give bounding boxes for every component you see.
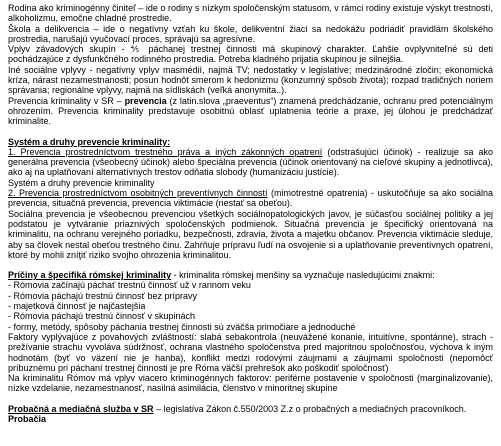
prevention-definition: (z latin.slova „praeventus“) znamená predchádzanie, ochranu pred potenciálnym ohrozením. Prevencia kriminality predstavuje osobitnú oblasť uplatnenia teórie a praxe, jej úlohou je predchádzať kriminalite. (8, 95, 493, 127)
paragraph-criminogenic-factors: Na kriminalitu Rómov má vplyv viacero kriminogénnych faktorov: periférne postavenie v spoločnosti (marginalizovanie), nízke vzdelanie, nezamestnanosť, nasilná asimilácia, členstvo v minoritnej skupine (8, 373, 493, 394)
paragraph-family: Rodina ako kriminogénny činiteľ – ide o rodiny s nízkym spoločenským statusom, v rámci rodiny existuje výskyt trestností, alkoholizmu, emočne chladné prostredie. (8, 3, 493, 24)
heading-roma-criminality-line (8, 270, 493, 280)
paragraph-character-factors: Faktory vyplývajúce z povahových zvláštností: slabá sebakontrola (neuvážené konanie, intuitívne, spontánne), strach - prežívanie strachu vyvoláva súdržnosť, ochrana vlastného spoločenstva pred majoritnou spoločnosťou, výchova k iným hodnotám (byť vo väzení nie je hanba), konflikt medzi rodovými záujmami a záujmami spoločnosti (nepomôcť príbuznému pri páchaní trestnej činnosti je pre Róma väčší prehrešok ako poškodiť spoločnosť) (8, 331, 493, 373)
list-item: - Rómovia páchajú trestnú činnosť v skupinách (8, 311, 195, 322)
special-prevention-title: 2. Prevencia prostredníctvom osobitných preventívnych činností (8, 188, 268, 199)
heading-probation-suffix: – legislatíva Zákon č.550/2003 Z.z o probačných a mediačných pracovníkoch. (153, 403, 467, 414)
heading-probation-line (8, 404, 493, 414)
criminal-law-prevention-text: (odstrašujúci účinok) - realizuje sa ako generálna prevencia (všeobecný účinok) alebo špeciálna prevencia (účinok orientovaný na cieľové skupiny a jednotlivca), ako aj na uplatňovaní alternatívnych trestov odňatia slobody (humanizáciu justície). (8, 146, 493, 178)
heading-probation: Probačná a mediačná služba v SR (8, 403, 154, 414)
spacer (8, 394, 493, 404)
paragraph-system-line: Systém a druhy prevencie kriminality (8, 177, 155, 188)
list-item: - Rómovia páchajú trestnú činnosť bez prípravy (8, 290, 197, 301)
paragraph-groups: Vplyv závadových skupín - ⅘ páchanej trestnej činnosti má skupinový charakter. Ľahšie ovplyvniteľné sú deti pochádzajúce z dysfunkčného rodinného prostredia. Potreba kladného prijatia skupinou je silnejšia. (8, 44, 493, 65)
list-item: - formy, metódy, spôsoby páchania trestnej činnosti sú zväčša primočiare a jednoduché (8, 321, 356, 332)
heading-prevention-system: Systém a druhy prevencie kriminality: (8, 136, 171, 147)
list-item: - majetková činnosť je najčastejšia (8, 301, 146, 312)
prevention-sr-label: Prevencia kriminality v SR – (8, 95, 125, 106)
paragraph-social-prevention: Sociálna prevencia je všeobecnou prevenciou všetkých sociálnopatologických javov, je súčasťou sociálnej politiky a jej podstatou je vytváranie priaznivých spoločenských podmienok. Situačná prevencia je špecifický orientovaná na kriminalitu, na ochranu verejného poriadku, bezpečnosti, zdravia, života a majetku občanov. Prevencia viktimácie sleduje, aby sa človek nestal obeťou trestného činu. Zahŕňuje prípravu ľudí na osvojenie si a uplatňovanie preventívnych opatrení, ktoré by mohli zníţiť riziko svojho ohrozenia kriminalitou. (8, 208, 493, 260)
spacer (8, 127, 493, 137)
list-item: - Rómovia začínajú páchať trestnú činnosť už v rannom veku (8, 280, 251, 291)
criminal-law-prevention-title: 1. Prevencia prostredníctvom trestného práva a iných zákonných opatrení (8, 146, 323, 157)
special-prevention-text: (mimotrestné opatrenia) - uskutočňuje sa ako sociálna prevencia, situačná prevencia, prevencia viktimácie (nestať sa obeťou). (8, 188, 493, 209)
paragraph-social-influences: Iné sociálne vplyvy - negatívny vplyv masmédií, najmä TV; nedostatky v legislatíve; medzinárodné zločin; ekonomická kríza, nárast nezamestnanosti; posun hodnôt smerom k hedonizmu (konzumný spôsob života); rozpad tradičných noriem správania; regionálne vplyvy, najmä na sídliskách (veľká anonymita..). (8, 64, 493, 96)
prevention-term: prevencia (124, 95, 167, 106)
paragraph-criminal-law-prevention (8, 147, 493, 178)
heading-roma-criminality: Príčiny a špecifiká rómskej kriminality (8, 270, 172, 281)
paragraph-special-prevention (8, 188, 493, 209)
heading-roma-criminality-suffix: - kriminalita rómskej menšiny sa vyznačuje nasledujúcimi znakmi: (171, 270, 435, 281)
paragraph-prevention-sr (8, 96, 493, 127)
paragraph-probation-start: Probačia (8, 413, 47, 424)
spacer (8, 260, 493, 270)
paragraph-school: Škola a delikvencia – ide o negatívny vzťah ku škole, delikventní žiaci sa nedokážu podriadiť pravidlám školského prostredia, narušajú vyučovací proces, správajú sa agresívne. (8, 23, 493, 44)
